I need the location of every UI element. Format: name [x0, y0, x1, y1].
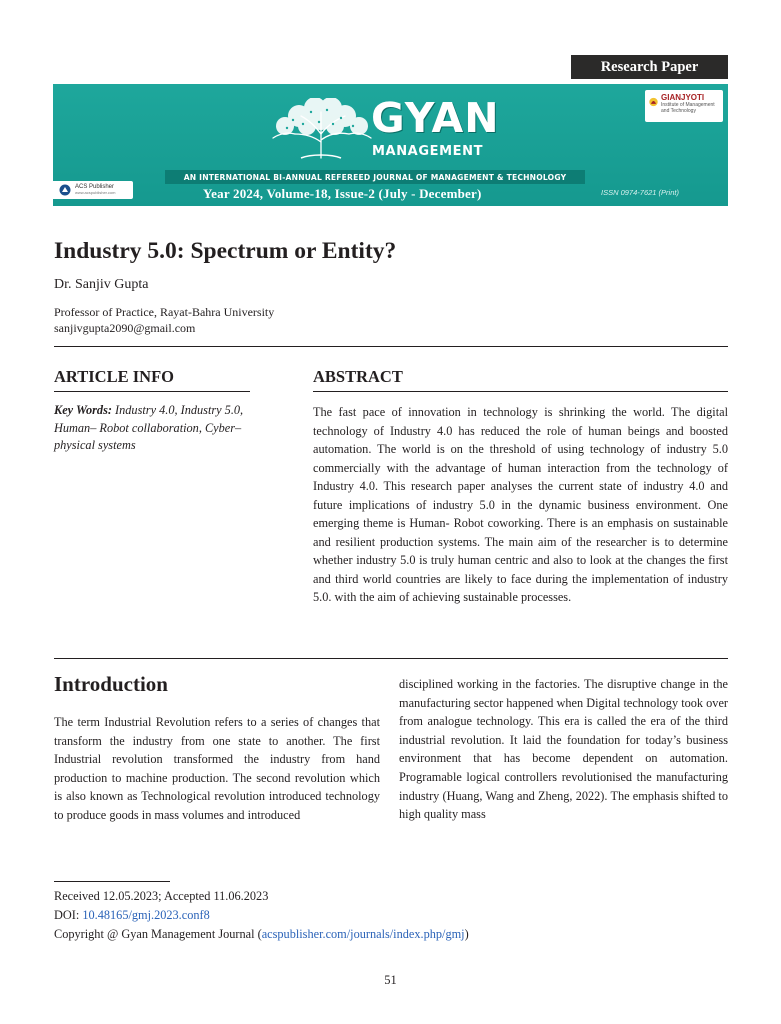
issn: ISSN 0974-7621 (Print): [601, 188, 679, 197]
journal-strip-text: AN INTERNATIONAL BI-ANNUAL REFEREED JOURNAL OF MANAGEMENT & TECHNOLOGY: [165, 170, 585, 184]
institute-name: GIANJYOTI: [661, 93, 705, 102]
journal-subtitle: MANAGEMENT: [372, 144, 484, 159]
research-paper-tag: Research Paper: [571, 55, 728, 79]
journal-title: GYAN: [371, 94, 500, 142]
keywords-text: Industry 4.0, Industry 5.0, Human– Robot collaboration, Cyber–physical systems: [54, 403, 244, 453]
institute-logo: [645, 90, 723, 122]
footnote-block: [54, 887, 469, 944]
acs-logo-icon: [59, 184, 71, 196]
header-divider: [54, 346, 728, 347]
abstract-text: The fast pace of innovation in technology is shrinking the world. The digital technology of Industry 4.0 has reduced the role of human beings and boosted automation. The world is on the threshold of using technology of industry 5.0 commercially with the advantage of human interaction from the technology of Industry 4.0. This research paper analyses the current state of industry 4.0 and future implications of industry 5.0 in the dynamic business environment. One emerging theme is Human- Robot coworking. There is an emphasis on sustainable and resilient production systems. The main aim of the researcher is to determine whether industry 5.0 is truly human centric and also to look at the changes the first and third world countries are likely to face during the implementation of industry 5.0. with the aim of achieving sustainable processes.: [313, 405, 728, 604]
received-dates: Received 12.05.2023; Accepted 11.06.2023: [54, 889, 269, 903]
journal-link[interactable]: acspublisher.com/journals/index.php/gmj: [261, 927, 465, 941]
tree-logo-icon: [265, 98, 377, 160]
author-email: sanjivgupta2090@gmail.com: [54, 321, 196, 335]
introduction-right-column: disciplined working in the factories. The disruptive change in the manufacturing sector happened when Digital technology took over from analogue technology. This era is called the era of the third industrial revolution. It laid the foundation for today’s business environment that has become dependent on automation. Programable logical controllers revolutionised the manufacturing industry (Huang, Wang and Zheng, 2022). The emphasis shifted to high quality mass: [399, 677, 728, 822]
paper-title: Industry 5.0: Spectrum or Entity?: [54, 238, 397, 264]
institute-emblem-icon: [649, 95, 658, 109]
doi-label: DOI:: [54, 908, 83, 922]
institute-sub: Institute of Management and Technology: [661, 102, 715, 114]
publisher-sub: www.acspublisher.com: [75, 190, 116, 195]
author-affiliation: Professor of Practice, Rayat-Bahra University: [54, 305, 275, 319]
keywords-label: Key Words:: [54, 403, 112, 417]
author-name: Dr. Sanjiv Gupta: [54, 277, 149, 292]
page-number: 51: [384, 973, 397, 987]
introduction-left-column: The term Industrial Revolution refers to a series of changes that transform the industry from one state to another. The first Industrial revolution transformed the industry from hand production to machine production. The second revolution which is also known as Technological revolution introduced technology to produce goods in mass volumes and introduced: [54, 715, 380, 822]
copyright-prefix: Copyright @ Gyan Management Journal (: [54, 927, 262, 941]
doi-link[interactable]: 10.48165/gmj.2023.conf8: [82, 908, 210, 922]
article-info-heading: ARTICLE INFO: [54, 367, 250, 392]
abstract-heading: ABSTRACT: [313, 367, 728, 392]
copyright-line: [54, 925, 469, 944]
introduction-heading: Introduction: [54, 672, 168, 696]
keywords: [54, 402, 250, 455]
publisher-name: ACS Publisher: [75, 184, 115, 190]
abstract-divider: [54, 658, 728, 659]
copyright-suffix: ): [464, 927, 469, 941]
author-affiliation-block: [54, 304, 274, 336]
footnote-rule: [54, 881, 170, 882]
year-issue: Year 2024, Volume-18, Issue-2 (July - December): [203, 186, 482, 201]
doi-line: [54, 906, 469, 925]
publisher-logo: [53, 181, 133, 199]
journal-banner: [53, 84, 728, 206]
